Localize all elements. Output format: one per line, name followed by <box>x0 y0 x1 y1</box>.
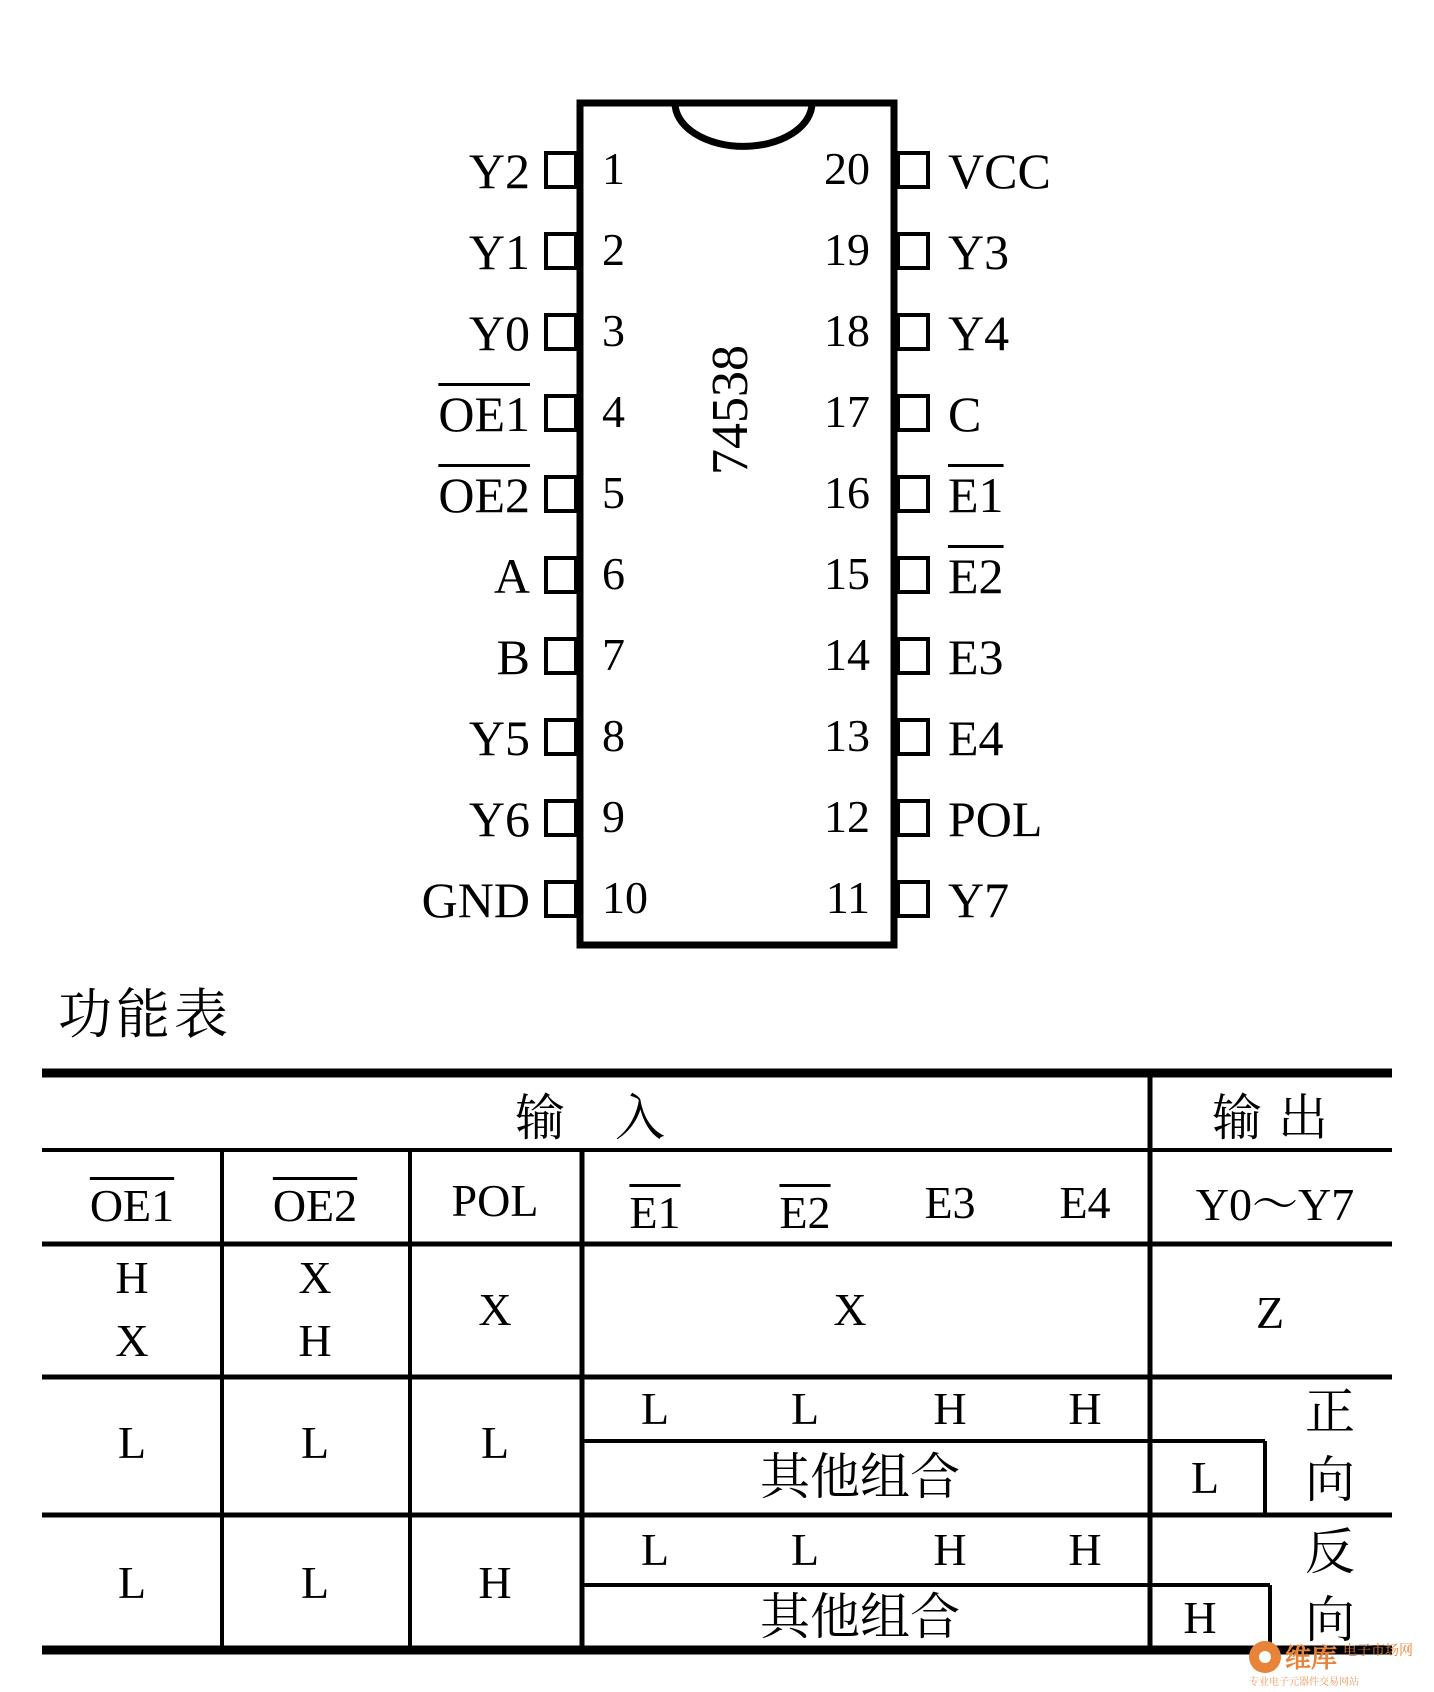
right-pin-number: 17 <box>824 386 870 437</box>
left-pin-name: Y1 <box>468 224 530 280</box>
row3-e4: H <box>1068 1524 1102 1575</box>
row2-e1: L <box>640 1383 670 1434</box>
left-pin-number: 5 <box>602 467 625 518</box>
left-pin-name: OE1 <box>438 386 530 442</box>
left-pin-number: 10 <box>602 872 648 923</box>
svg-text:专业电子元器件交易网站: 专业电子元器件交易网站 <box>1249 1677 1359 1687</box>
row3-e2: L <box>790 1524 820 1575</box>
watermark-logo <box>1245 1635 1420 1687</box>
row2-oe1: L <box>117 1417 147 1468</box>
row1-enables: X <box>833 1284 867 1335</box>
input-group-header: 输 入 <box>515 1089 665 1147</box>
row2-oe2: L <box>300 1417 330 1468</box>
right-pin-number: 14 <box>824 629 870 680</box>
left-pin-number: 7 <box>602 629 625 680</box>
row3-oe1: L <box>117 1557 147 1608</box>
row1-output: Z <box>1255 1287 1285 1338</box>
left-pin-name: Y6 <box>468 791 530 847</box>
header-e1: E1 <box>629 1187 681 1238</box>
left-pin-number: 4 <box>602 386 625 437</box>
row3-pol: H <box>478 1557 512 1608</box>
row1-oe2-top: X <box>298 1252 332 1303</box>
left-pin-name: Y5 <box>468 710 530 766</box>
left-pin-name: Y0 <box>468 305 530 361</box>
header-pol: POL <box>451 1175 539 1226</box>
left-pin-number: 9 <box>602 791 625 842</box>
row3-e1: L <box>640 1524 670 1575</box>
left-pin-name: GND <box>421 872 530 928</box>
svg-text:维库: 维库 <box>1285 1644 1338 1674</box>
header-e2: E2 <box>779 1187 831 1238</box>
row2-other-combinations: 其他组合 <box>760 1448 960 1506</box>
row2-mode-char-2: 向 <box>1305 1451 1355 1509</box>
row2-e4: H <box>1068 1383 1102 1434</box>
header-oe1: OE1 <box>89 1180 175 1231</box>
right-pin-name: E4 <box>948 710 1004 766</box>
left-pin-name: B <box>496 629 530 685</box>
row2-e3: H <box>933 1383 967 1434</box>
left-pin-name: A <box>493 548 530 604</box>
row3-e3: H <box>933 1524 967 1575</box>
right-pin-name: POL <box>948 791 1043 847</box>
row3-mode-char-2: 向 <box>1305 1591 1355 1649</box>
row2-output: L <box>1190 1452 1220 1503</box>
left-pin-number: 2 <box>602 224 625 275</box>
header-y0-y7: Y0～Y7 <box>1195 1179 1355 1230</box>
header-e3: E3 <box>924 1177 976 1228</box>
row3-mode-char-1: 反 <box>1305 1523 1355 1581</box>
row1-pol: X <box>478 1284 512 1335</box>
right-pin-number: 18 <box>824 305 870 356</box>
left-pin-number: 3 <box>602 305 625 356</box>
right-pin-number: 15 <box>824 548 870 599</box>
right-pin-name: Y3 <box>948 224 1010 280</box>
left-pin-number: 6 <box>602 548 625 599</box>
header-oe2: OE2 <box>272 1180 358 1231</box>
header-e4: E4 <box>1059 1177 1111 1228</box>
row1-oe1-top: H <box>115 1252 149 1303</box>
right-pin-name: Y7 <box>948 872 1010 928</box>
right-pin-number: 13 <box>824 710 870 761</box>
left-pin-name: Y2 <box>468 143 530 199</box>
watermark-gear-icon <box>1245 1635 1420 1687</box>
right-pin-number: 20 <box>824 143 870 194</box>
right-pin-name: E3 <box>948 629 1004 685</box>
table-title: 功能表 <box>58 983 232 1046</box>
right-pin-number: 12 <box>824 791 870 842</box>
row3-other-combinations: 其他组合 <box>760 1588 960 1646</box>
right-pin-number: 11 <box>825 872 870 923</box>
right-pin-name: E2 <box>948 548 1004 604</box>
right-pin-name: E1 <box>948 467 1004 523</box>
left-pin-name: OE2 <box>438 467 530 523</box>
right-pin-number: 19 <box>824 224 870 275</box>
right-pin-number: 16 <box>824 467 870 518</box>
row3-output: H <box>1183 1592 1217 1643</box>
output-group-header: 输 出 <box>1212 1089 1328 1147</box>
row2-mode-char-1: 正 <box>1305 1383 1355 1441</box>
left-pin-number: 8 <box>602 710 625 761</box>
right-pin-name: VCC <box>948 143 1051 199</box>
row1-oe1-bottom: X <box>115 1315 149 1366</box>
right-pin-name: Y4 <box>948 305 1010 361</box>
row3-oe2: L <box>300 1557 330 1608</box>
right-pin-name: C <box>948 386 982 442</box>
left-pin-number: 1 <box>602 143 625 194</box>
row2-e2: L <box>790 1383 820 1434</box>
row1-oe2-bottom: H <box>298 1315 332 1366</box>
svg-text:电子市场网: 电子市场网 <box>1343 1643 1413 1659</box>
row2-pol: L <box>480 1417 510 1468</box>
part-number-label: 74538 <box>702 345 759 475</box>
